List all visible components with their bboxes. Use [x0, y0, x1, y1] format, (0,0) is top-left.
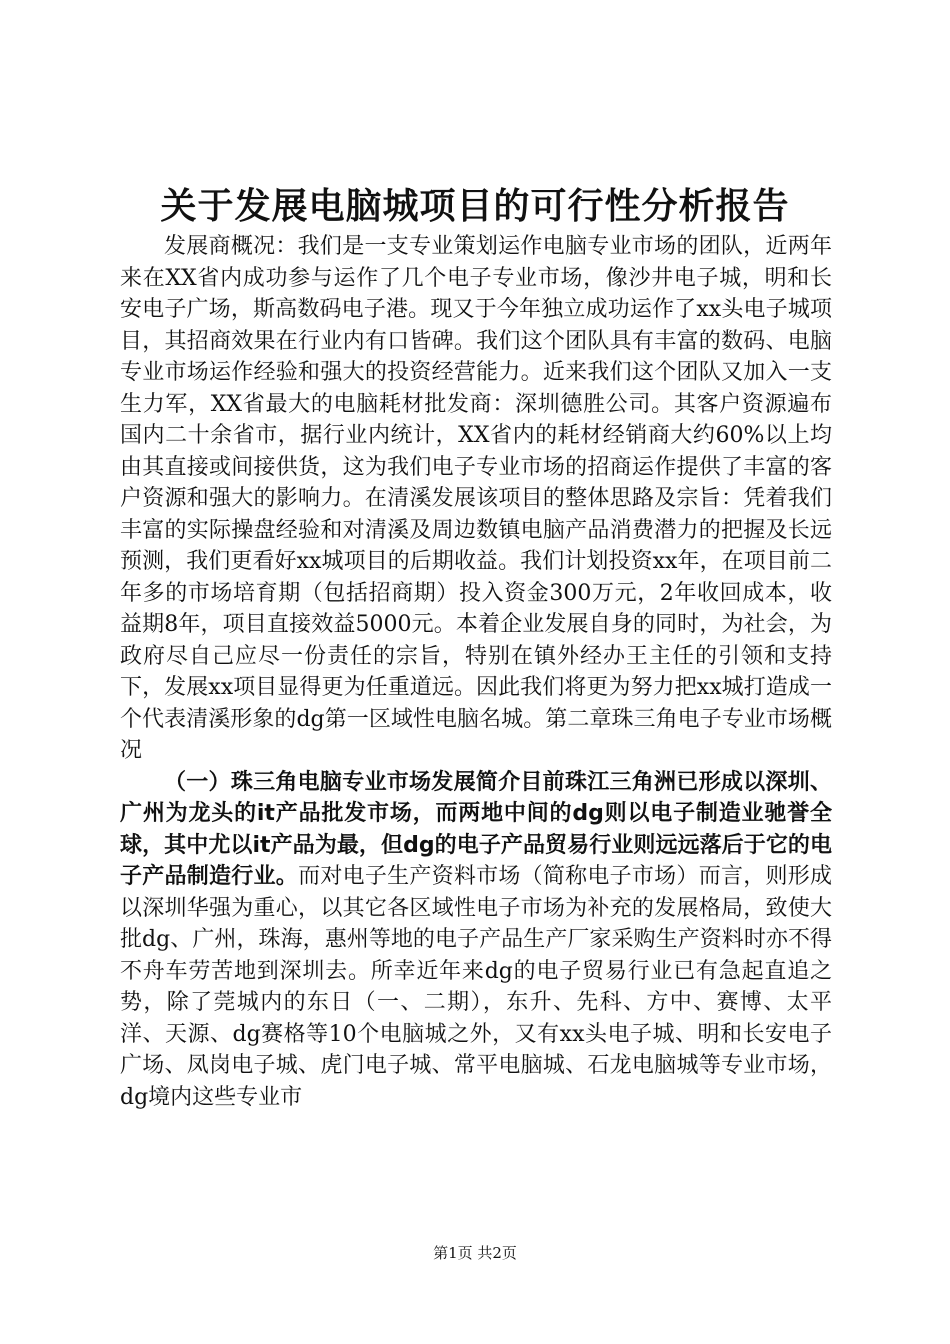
paragraph-bold-lead: （一）珠三角电脑专业市场发展简介目前珠江三角洲已形成以深圳、广州为龙头的it产品批发市场，而两地中间的dg则以电子制造业驰誉全球，其中尤以it产品为最，但dg的电子产品贸易行业则远远落后于它的电子产品制造行业。	[120, 769, 832, 889]
document-body	[120, 231, 832, 1113]
page-number-footer: 第1页 共2页	[433, 1244, 517, 1262]
paragraph-continuation: 而对电子生产资料市场（简称电子市场）而言，则形成以深圳华强为重心，以其它各区域性电子市场为补充的发展格局，致使大批dg、广州，珠海，惠州等地的电子产品生产厂家采购生产资料时亦不得不舟车劳苦地到深圳去。所幸近年来dg的电子贸易行业已有急起直追之势，除了莞城内的东日（一、二期），东升、先科、方中、赛博、太平洋、天源、dg赛格等10个电脑城之外，又有xx头电子城、明和长安电子广场、凤岗电子城、虎门电子城、常平电脑城、石龙电脑城等专业市场，dg境内这些专业市	[120, 864, 832, 1110]
paragraph-developer-overview: 发展商概况：我们是一支专业策划运作电脑专业市场的团队，近两年来在XX省内成功参与运作了几个电子专业市场，像沙井电子城，明和长安电子广场，斯高数码电子港。现又于今年独立成功运作了xx头电子城项目，其招商效果在行业内有口皆碑。我们这个团队具有丰富的数码、电脑专业市场运作经验和强大的投资经营能力。近来我们这个团队又加入一支生力军，XX省最大的电脑耗材批发商：深圳德胜公司。其客户资源遍布国内二十余省市，据行业内统计，XX省内的耗材经销商大约60%以上均由其直接或间接供货，这为我们电子专业市场的招商运作提供了丰富的客户资源和强大的影响力。在清溪发展该项目的整体思路及宗旨：凭着我们丰富的实际操盘经验和对清溪及周边数镇电脑产品消费潜力的把握及长远预测，我们更看好xx城项目的后期收益。我们计划投资xx年，在项目前二年多的市场培育期（包括招商期）投入资金300万元，2年收回成本，收益期8年，项目直接效益5000元。本着企业发展自身的同时，为社会，为政府尽自己应尽一份责任的宗旨，特别在镇外经办王主任的引领和支持下，发展xx项目显得更为任重道远。因此我们将更为努力把xx城打造成一个代表清溪形象的dg第一区域性电脑名城。第二章珠三角电子专业市场概况	[120, 234, 832, 763]
document-title: 关于发展电脑城项目的可行性分析报告	[160, 186, 790, 227]
paragraph-prd-market-intro	[120, 767, 832, 1114]
